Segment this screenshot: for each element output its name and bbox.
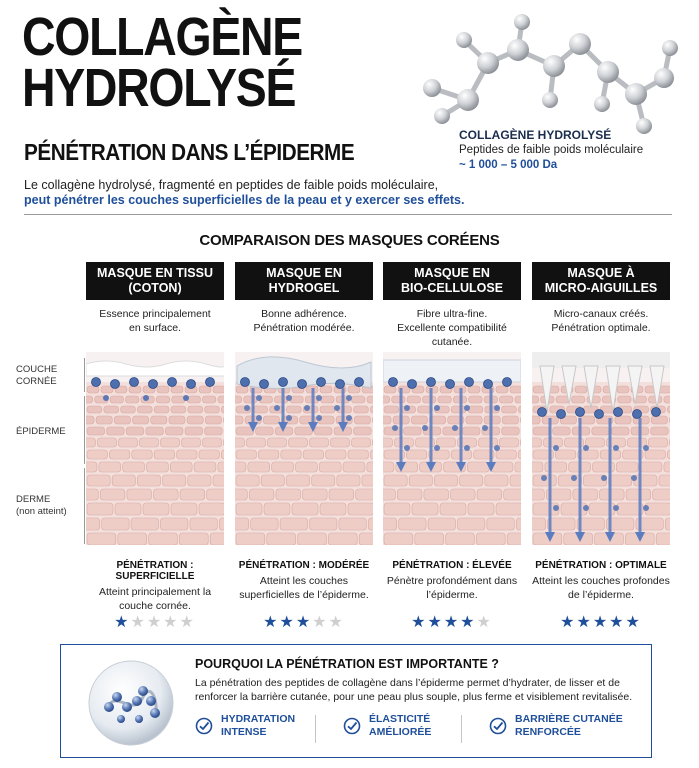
- benefit-elasticity: [343, 713, 431, 739]
- side-label-epiderme: ÉPIDERME: [16, 426, 66, 437]
- penetration-description-line1: Pénètre profondément dans: [386, 575, 518, 587]
- penetration-label: PÉNÉTRATION : OPTIMALE: [535, 560, 667, 571]
- benefit-separator: [461, 715, 462, 743]
- penetration-description: [526, 574, 676, 602]
- side-label-derme-line2: (non atteint): [16, 506, 67, 517]
- star-filled-icon: ★: [295, 614, 313, 631]
- mask-header: [383, 262, 521, 300]
- star-empty-icon: ★: [130, 614, 147, 631]
- rating-stars: [377, 612, 527, 632]
- penetration-description-line1: Atteint les couches profondes: [532, 575, 670, 587]
- mask-header-line2: HYDROGEL: [268, 281, 340, 295]
- penetration-description: [229, 574, 379, 602]
- mask-description: [532, 307, 670, 337]
- mask-column-hydrogel: [235, 262, 373, 337]
- mask-header: [532, 262, 670, 300]
- molecule-caption-title: COLLAGÈNE HYDROLYSÉ: [459, 128, 612, 142]
- penetration-label: PÉNÉTRATION : ÉLEVÉE: [392, 560, 512, 571]
- collagen-molecule-illustration: [418, 8, 680, 138]
- molecule-caption-sub: Peptides de faible poids moléculaire: [459, 144, 644, 156]
- importance-text-line2: renforcer la barrière cutanée, pour une peau plus souple, plus ferme et visiblement revitalisée.: [195, 691, 633, 703]
- star-empty-icon: ★: [163, 614, 180, 631]
- mask-column-micro-aiguilles: [532, 262, 670, 337]
- mask-header-line1: MASQUE EN TISSU: [97, 266, 213, 280]
- penetration-info: [377, 560, 527, 602]
- penetration-info: [526, 560, 676, 602]
- penetration-label: PÉNÉTRATION : MODÉRÉE: [238, 560, 370, 571]
- penetration-description: [377, 574, 527, 602]
- benefit-line1: HYDRATATION: [221, 713, 296, 725]
- benefit-line2: INTENSE: [221, 726, 267, 738]
- mask-header-line1: MASQUE EN: [414, 266, 490, 280]
- bracket-couche-cornee: [84, 358, 85, 392]
- star-empty-icon: ★: [328, 614, 345, 631]
- penetration-info: [80, 560, 230, 613]
- check-circle-icon: [195, 717, 213, 735]
- penetration-label: PÉNÉTRATION : SUPERFICIELLE: [115, 560, 195, 582]
- skin-panel-tissu: [86, 352, 224, 545]
- title-line-1: COLLAGÈNE: [22, 7, 302, 67]
- star-filled-icon: ★: [609, 614, 626, 631]
- mask-header: [86, 262, 224, 300]
- bracket-derme: [84, 468, 85, 544]
- side-label-couche-cornee: [16, 364, 57, 388]
- importance-title: POURQUOI LA PÉNÉTRATION EST IMPORTANTE ?: [195, 657, 499, 671]
- star-empty-icon: ★: [179, 614, 196, 631]
- comparison-title: COMPARAISON DES MASQUES CORÉENS: [199, 232, 500, 249]
- penetration-info: [229, 560, 379, 602]
- benefit-barrier: [489, 713, 623, 739]
- rating-stars: [229, 612, 379, 632]
- benefit-line1: BARRIÈRE CUTANÉE: [515, 713, 623, 725]
- mask-description-line1: Fibre ultra-fine.: [416, 308, 488, 320]
- benefit-label: [515, 713, 623, 739]
- importance-text: [195, 676, 635, 704]
- mask-description-line1: Bonne adhérence.: [261, 308, 347, 320]
- penetration-description-line2: couche cornée.: [119, 600, 191, 612]
- molecule-caption: [459, 128, 643, 173]
- benefit-hydration: [195, 713, 295, 739]
- peptide-droplet-icon: [85, 657, 177, 749]
- mask-header-line2: MICRO-AIGUILLES: [544, 281, 658, 295]
- title-line-2: HYDROLYSÉ: [22, 58, 296, 118]
- penetration-description-line2: de l’épiderme.: [568, 589, 634, 601]
- mask-column-bio-cellulose: [383, 262, 521, 348]
- importance-box: [60, 644, 652, 758]
- skin-panel-bio-cellulose: [383, 352, 521, 545]
- penetration-description: [80, 585, 230, 613]
- side-label-derme-line1: DERME: [16, 494, 51, 505]
- star-filled-icon: ★: [411, 614, 428, 631]
- intro-text: [24, 178, 465, 208]
- intro-line-1: Le collagène hydrolysé, fragmenté en peptides de faible poids moléculaire,: [24, 178, 439, 192]
- star-filled-icon: ★: [460, 614, 477, 631]
- rating-stars: [80, 612, 230, 632]
- molecule-weight-range: ~ 1 000 – 5 000 Da: [459, 159, 558, 171]
- mask-header-line2: BIO-CELLULOSE: [400, 281, 504, 295]
- mask-column-tissu: [86, 262, 224, 337]
- mask-header-line1: MASQUE EN: [266, 266, 342, 280]
- rating-stars: [526, 612, 676, 632]
- benefit-label: [221, 713, 295, 739]
- mask-description-line1: Essence principalement: [99, 308, 211, 320]
- star-empty-icon: ★: [146, 614, 164, 631]
- star-filled-icon: ★: [263, 614, 280, 631]
- mask-header: [235, 262, 373, 300]
- mask-description-line2: Pénétration modérée.: [253, 322, 355, 334]
- mask-description: [383, 307, 521, 348]
- star-filled-icon: ★: [427, 614, 444, 631]
- importance-text-line1: La pénétration des peptides de collagène dans l’épiderme permet d’hydrater, de lisser et de: [195, 677, 620, 689]
- star-filled-icon: ★: [114, 614, 131, 631]
- benefit-label: [369, 713, 431, 739]
- main-title: [22, 7, 302, 118]
- side-label-couche-cornee-line2: CORNÉE: [16, 376, 57, 387]
- mask-description-line2: Excellente compatibilité cutanée.: [397, 322, 507, 348]
- mask-header-line2: (COTON): [128, 281, 182, 295]
- bracket-epiderme: [84, 396, 85, 464]
- star-filled-icon: ★: [592, 614, 610, 631]
- mask-description: [86, 307, 224, 337]
- skin-panel-micro-aiguilles: [532, 352, 670, 545]
- subtitle: PÉNÉTRATION DANS L’ÉPIDERME: [24, 139, 355, 165]
- star-filled-icon: ★: [625, 614, 642, 631]
- mask-description-line1: Micro-canaux créés.: [553, 308, 649, 320]
- mask-header-line1: MASQUE À: [567, 266, 635, 280]
- penetration-description-line2: l’épiderme.: [426, 589, 478, 601]
- intro-line-2: peut pénétrer les couches superficielles de la peau et y exercer ses effets.: [24, 193, 465, 207]
- mask-description-line2: Pénétration optimale.: [551, 322, 651, 334]
- star-filled-icon: ★: [560, 614, 577, 631]
- penetration-description-line1: Atteint principalement la: [98, 586, 212, 598]
- benefit-line1: ÉLASTICITÉ: [369, 713, 431, 725]
- skin-panel-hydrogel: [235, 352, 373, 545]
- benefit-line2: AMÉLIORÉE: [369, 726, 432, 738]
- penetration-description-line1: Atteint les couches: [259, 575, 349, 587]
- star-empty-icon: ★: [312, 614, 329, 631]
- divider: [24, 214, 672, 215]
- star-empty-icon: ★: [476, 614, 493, 631]
- check-circle-icon: [489, 717, 507, 735]
- mask-description: [235, 307, 373, 337]
- side-label-couche-cornee-line1: COUCHE: [16, 364, 58, 375]
- mask-description-line2: en surface.: [129, 322, 181, 334]
- check-circle-icon: [343, 717, 361, 735]
- star-filled-icon: ★: [279, 614, 296, 631]
- penetration-description-line2: superficielles de l’épiderme.: [239, 589, 369, 601]
- benefit-line2: RENFORCÉE: [515, 726, 581, 738]
- benefit-separator: [315, 715, 316, 743]
- star-filled-icon: ★: [576, 614, 593, 631]
- side-label-derme: [16, 494, 67, 518]
- star-filled-icon: ★: [443, 614, 461, 631]
